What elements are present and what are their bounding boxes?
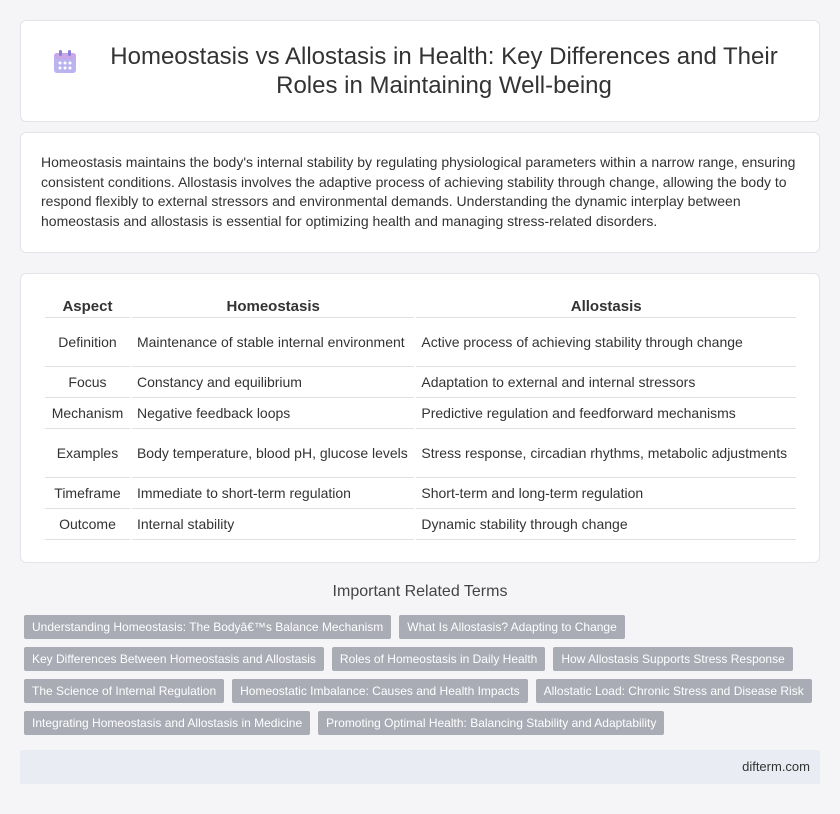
related-term-tag[interactable]: Homeostatic Imbalance: Causes and Health Impacts [232,679,527,703]
footer-site-link[interactable]: difterm.com [742,759,810,774]
intro-text: Homeostasis maintains the body's internal stability by regulating physiological parameters within a narrow range, ensuring consistent conditions. Allostasis involves the adaptive process of achieving stability through change, allowing the body to respond flexibly to external stressors and environmental demands. Understanding the dynamic interplay between homeostasis and allostasis is essential for optimizing health and managing stress-related disorders. [41,154,796,229]
table-cell: Body temperature, blood pH, glucose levels [132,429,414,478]
table-cell: Stress response, circadian rhythms, metabolic adjustments [416,429,796,478]
related-term-tag[interactable]: Integrating Homeostasis and Allostasis in Medicine [24,711,310,735]
related-terms-tags [24,615,824,743]
header-aspect: Aspect [45,296,130,318]
intro-card [20,132,820,253]
table-row [45,367,796,398]
table-row [45,509,796,540]
table-cell: Focus [45,367,130,398]
table-row [45,318,796,367]
related-term-tag[interactable]: Key Differences Between Homeostasis and Allostasis [24,647,324,671]
related-term-tag[interactable]: How Allostasis Supports Stress Response [553,647,792,671]
table-cell: Short-term and long-term regulation [416,478,796,509]
table-cell: Outcome [45,509,130,540]
table-cell: Maintenance of stable internal environment [132,318,414,367]
related-term-tag[interactable]: What Is Allostasis? Adapting to Change [399,615,624,639]
related-term-tag[interactable]: Promoting Optimal Health: Balancing Stability and Adaptability [318,711,664,735]
table-cell: Adaptation to external and internal stressors [416,367,796,398]
related-terms-title: Important Related Terms [332,583,508,600]
table-cell: Dynamic stability through change [416,509,796,540]
table-cell: Immediate to short-term regulation [132,478,414,509]
table-cell: Negative feedback loops [132,398,414,429]
table-cell: Constancy and equilibrium [132,367,414,398]
table-cell: Active process of achieving stability through change [416,318,796,367]
table-row [45,398,796,429]
page-title: Homeostasis vs Allostasis in Health: Key Differences and Their Roles in Maintaining Well-being [110,43,778,99]
table-header-row [45,296,796,318]
related-term-tag[interactable]: Roles of Homeostasis in Daily Health [332,647,545,671]
related-term-tag[interactable]: Allostatic Load: Chronic Stress and Disease Risk [536,679,812,703]
table-cell: Mechanism [45,398,130,429]
table-cell: Timeframe [45,478,130,509]
table-cell: Definition [45,318,130,367]
footer [20,750,820,784]
header-allostasis: Allostasis [416,296,796,318]
table-cell: Predictive regulation and feedforward mechanisms [416,398,796,429]
comparison-table-card [20,273,820,563]
comparison-table [43,296,798,540]
header-homeostasis: Homeostasis [132,296,414,318]
related-term-tag[interactable]: Understanding Homeostasis: The Bodyâ€™s Balance Mechanism [24,615,391,639]
table-row [45,429,796,478]
related-term-tag[interactable]: The Science of Internal Regulation [24,679,224,703]
calendar-icon [51,48,79,76]
table-row [45,478,796,509]
header-card [20,20,820,122]
table-cell: Internal stability [132,509,414,540]
table-cell: Examples [45,429,130,478]
